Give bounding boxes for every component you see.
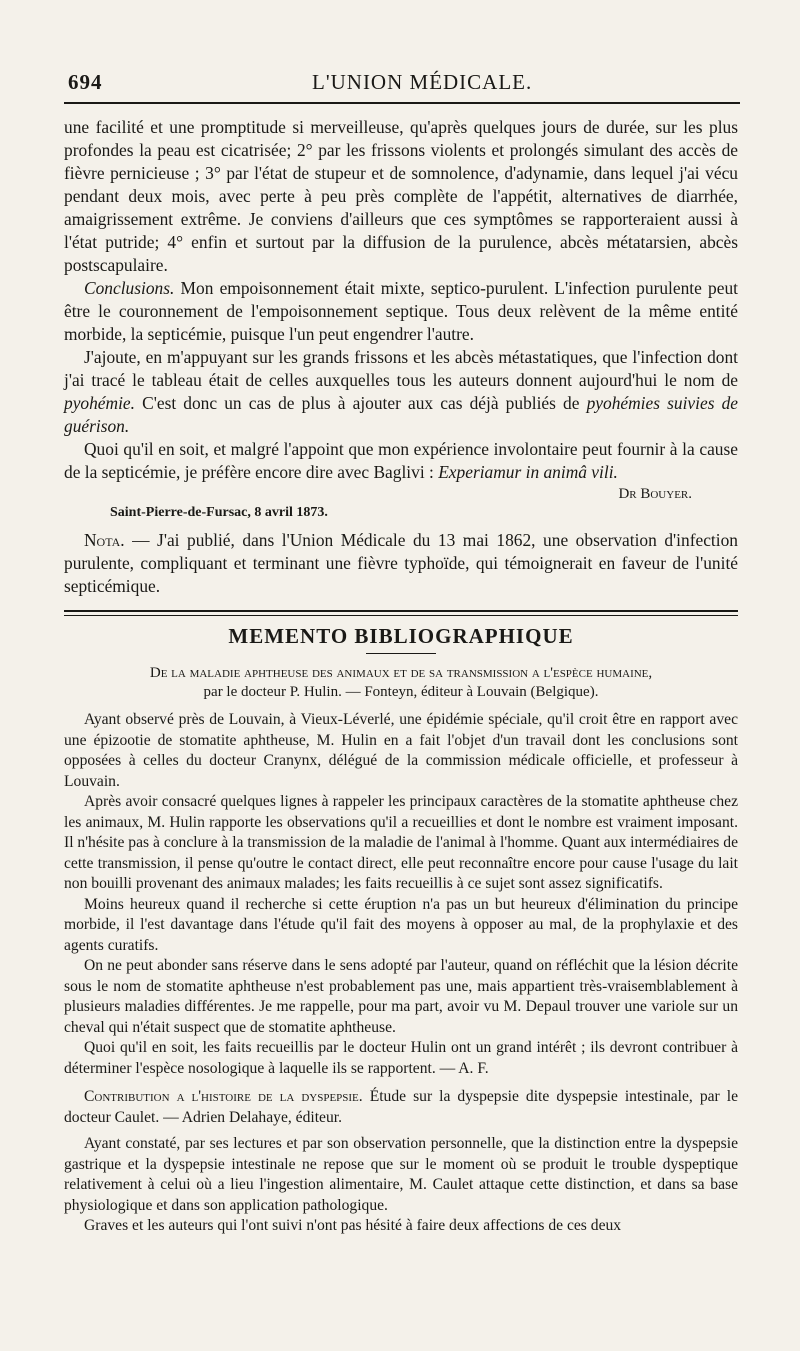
book2-paragraph-2: Graves et les auteurs qui l'ont suivi n'ont pas hésité à faire deux affections de ces deux: [84, 1217, 622, 1234]
book1-paragraph-5: Quoi qu'il en soit, les faits recueillis par le docteur Hulin ont un grand intérêt ; ils devront contribuer à déterminer l'espèce nosologique à laquelle ils se rapportent. — A. F.: [64, 1039, 738, 1077]
book1-paragraph-3: Moins heureux quand il recherche si cette éruption n'a pas un but heureux d'élimination du principe morbide, il l'est davantage dans l'étude qu'il fait des moyens à opposer au mal, de la prophylaxie et des agents curatifs.: [64, 895, 738, 954]
book1-paragraph-1: Ayant observé près de Louvain, à Vieux-Léverlé, une épidémie spéciale, qu'il croit être en rapport avec une épizootie de stomatite aphtheuse, M. Hulin en a fait l'objet d'un travail dont les conclusions sont opposées à celles du docteur Cranynx, délégué de la commission médicale officielle, et professeur à Louvain.: [64, 711, 738, 790]
book1-reference: [64, 664, 738, 702]
running-header: [64, 62, 738, 92]
conclusions-label: Conclusions.: [84, 278, 175, 298]
book2-review: [64, 1087, 738, 1237]
book2-paragraph-1: Ayant constaté, par ses lectures et par son observation personnelle, que la distinction entre la dyspepsie gastrique et la dyspepsie intestinale ne repose que sur le moment où se produit le trouble dyspeptique relativement à celui où a lieu l'ingestion alimentaire, M. Caulet attaque cette distinction, et dans sa base physiologique et dans son application pathologique.: [64, 1135, 738, 1214]
conclusions-paragraph: [64, 277, 738, 346]
book1-review: [64, 710, 738, 1079]
addition-italic-2: pyohémies suivies de guérison.: [64, 393, 739, 436]
nota-text: — J'ai publié, dans l'Union Médicale du 13 mai 1862, une observation d'infection purulente, compliquant et terminant une fièvre typhoïde, qui témoignerait en faveur de l'unité septicémique.: [64, 530, 738, 596]
section-divider: [64, 610, 738, 616]
conclusions-text: Mon empoisonnement était mixte, septico-purulent. L'infection purulente peut être le couronnement de l'empoisonnement septique. Tous deux relèvent de la même entité morbide, la septicémie, puisque l'un peut engendrer l'autre.: [64, 278, 738, 344]
addition-italic-1: pyohémie.: [64, 393, 135, 413]
title-underline: [366, 653, 436, 654]
page-number: 694: [68, 70, 103, 94]
quoi-text: Quoi qu'il en soit, et malgré l'appoint que mon expérience involontaire peut fournir à la cause de la septicémie, je préfère encore dire avec Baglivi :: [64, 439, 738, 482]
book2-reference: [64, 1087, 738, 1128]
addition-text-1: J'ajoute, en m'appuyant sur les grands frissons et les abcès métastatiques, que l'infection dont j'ai tracé le tableau était de celles auxquelles tous les auteurs donnent aujourd'hui le nom de: [64, 347, 738, 390]
article-body: [64, 116, 738, 598]
nota-label: Nota.: [84, 530, 125, 550]
book1-author: par le docteur P. Hulin. — Fonteyn, éditeur à Louvain (Belgique).: [203, 684, 599, 700]
nota-paragraph: [64, 529, 738, 598]
book1-title: De la maladie aphtheuse des animaux et de sa transmission a l'espèce humaine,: [149, 665, 653, 681]
addition-text-2: C'est donc un cas de plus à ajouter aux cas déjà publiés de: [134, 393, 587, 413]
book2-rest: Étude sur la dyspepsie dite dyspepsie intestinale, par le docteur Caulet. — Adrien Delahaye, éditeur.: [64, 1088, 738, 1126]
book1-paragraph-4: On ne peut abonder sans réserve dans le sens adopté par l'auteur, quand on réfléchit que la lésion décrite sous le nom de stomatite aphtheuse n'est probablement pas une, mais appartient très-vraisemblablement à plusieurs maladies différentes. Je me rappelle, pour ma part, avoir vu M. Depaul trouver une variole sur un cheval qui n'était suspect que de stomatite aphtheuse.: [64, 957, 738, 1036]
article-continuation: une facilité et une promptitude si merveilleuse, qu'après quelques jours de durée, sur les plus profondes la peau est cicatrisée; 2° par les frissons violents et prolongés simulant des accès de fièvre pernicieuse ; 3° par l'état de stupeur et de somnolence, d'adynamie, dans lequel j'ai vécu pendant deux mois, avec perte à peu près complète de l'appétit, alternatives de diarrhée, amaigrissement extrême. Je conviens d'ailleurs que ces symptômes se rapporteraient aussi à l'état putride; 4° enfin et surtout par la diffusion de la purulence, abcès métatarsien, abcès postscapulaire.: [64, 117, 738, 275]
header-rule: [64, 102, 740, 104]
section-title: MEMENTO BIBLIOGRAPHIQUE: [228, 624, 574, 648]
book1-paragraph-2: Après avoir consacré quelques lignes à rappeler les principaux caractères de la stomatite aphtheuse chez les animaux, M. Hulin rapporte les observations qu'il a recueillies et dont le nombre est vraiment imposant. Il n'hésite pas à conclure à la transmission de la maladie de l'animal à l'homme. Quant aux intermédiaires de cette transmission, il pense qu'outre le contact direct, elle peut reconnaître encore pour cause l'usage du lait non bouilli provenant des animaux malades; les faits recueillis à ce sujet sont assez significatifs.: [64, 793, 738, 892]
quoi-paragraph: [64, 438, 738, 484]
author-signature: Dr Bouyer.: [618, 486, 692, 502]
book2-title: Contribution a l'histoire de la dyspepsie.: [84, 1088, 363, 1105]
journal-title: L'UNION MÉDICALE.: [312, 70, 533, 94]
place-date: Saint-Pierre-de-Fursac, 8 avril 1873.: [110, 505, 328, 520]
addition-paragraph: [64, 346, 738, 438]
quoi-italic: Experiamur in animâ vili.: [438, 462, 618, 482]
